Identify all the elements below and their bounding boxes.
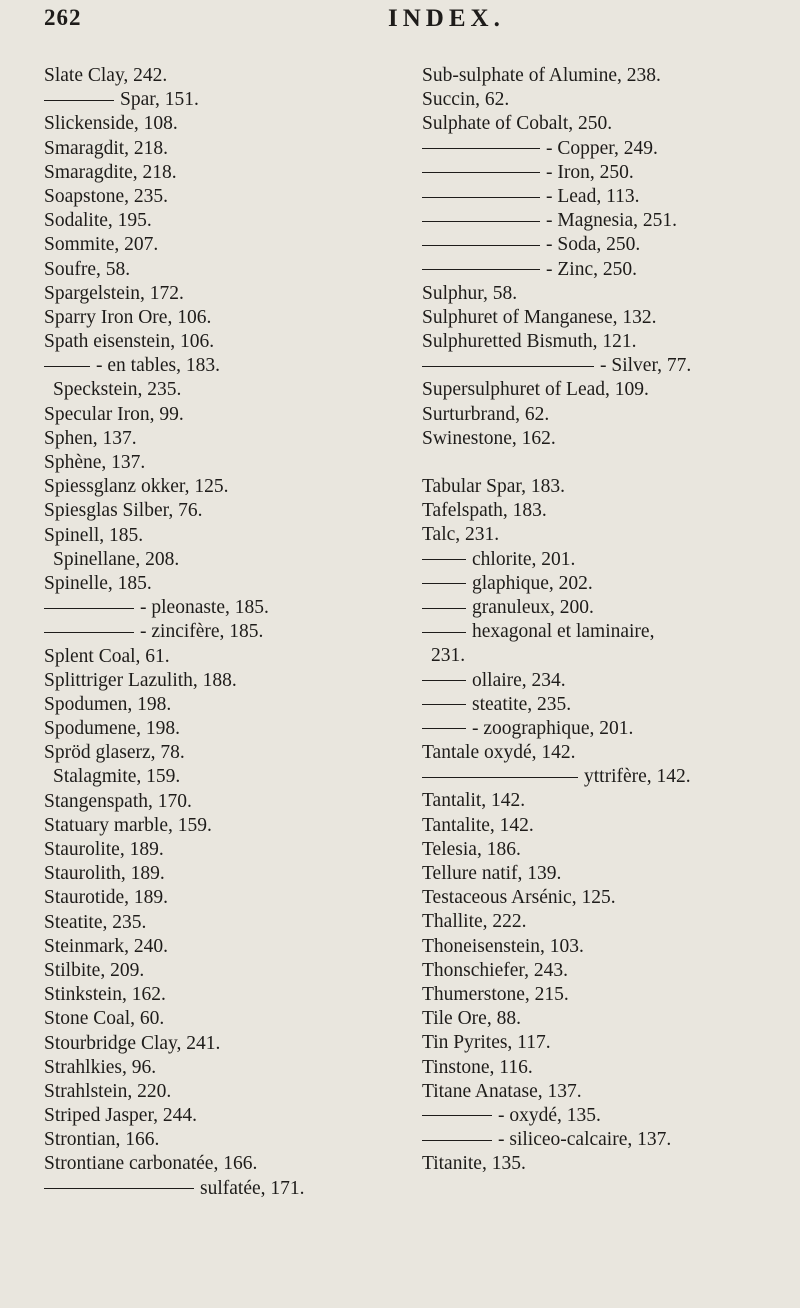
index-entry-text: Splent Coal, 61. [44, 645, 170, 667]
page-header [0, 0, 800, 60]
ditto-rule [422, 680, 466, 681]
index-entry [44, 1128, 404, 1152]
index-entry [422, 306, 782, 330]
index-entry-text: - Magnesia, 251. [546, 210, 678, 232]
index-entry [44, 1177, 404, 1201]
index-entry [44, 1152, 404, 1176]
index-entry-text: - pleonaste, 185. [140, 597, 269, 619]
ditto-rule [44, 366, 90, 367]
index-entry-text: Stangenspath, 170. [44, 790, 192, 812]
index-entry-text: Stalagmite, 159. [53, 766, 181, 788]
index-entry [44, 1104, 404, 1128]
ditto-rule [422, 172, 540, 173]
index-entry-text: Specular Iron, 99. [44, 403, 184, 425]
index-entry [44, 258, 404, 282]
index-entry-text: Tile Ore, 88. [422, 1008, 521, 1030]
index-entry-text: yttrifère, 142. [584, 766, 691, 788]
ditto-rule [44, 100, 114, 101]
index-entry-text: Sub-sulphate of Alumine, 238. [422, 65, 661, 86]
index-entry-text: Supersulphuret of Lead, 109. [422, 379, 649, 401]
index-entry-text: Spiesglas Silber, 76. [44, 500, 203, 522]
index-entry-text: Succin, 62. [422, 89, 510, 111]
index-entry-text: Titanite, 135. [422, 1153, 526, 1175]
index-entry-text: Spiessglanz okker, 125. [44, 476, 229, 498]
index-entry-text: Statuary marble, 159. [44, 814, 212, 836]
index-entry-text: Sphen, 137. [44, 427, 137, 449]
index-entry [44, 596, 404, 620]
index-entry [44, 765, 404, 789]
index-entry-text: - oxydé, 135. [498, 1104, 601, 1126]
index-entry-text: Spargelstein, 172. [44, 282, 184, 304]
ditto-rule [422, 269, 540, 270]
index-entry-text: - Silver, 77. [600, 355, 692, 377]
index-entry-text: steatite, 235. [472, 693, 572, 715]
page-number: 262 [44, 5, 82, 30]
index-entry-text: Sodalite, 195. [44, 210, 152, 232]
index-entry-text: Staurolith, 189. [44, 863, 165, 885]
index-entry [44, 403, 404, 427]
index-entry-text: - Copper, 249. [546, 137, 658, 159]
index-entry [44, 1032, 404, 1056]
index-entry [44, 1080, 404, 1104]
index-column-left [44, 64, 404, 1201]
index-entry [44, 185, 404, 209]
index-entry-text: Tafelspath, 183. [422, 500, 547, 522]
index-entry [422, 959, 782, 983]
index-entry-text: - Soda, 250. [546, 234, 641, 256]
index-entry-text: Sulphur, 58. [422, 282, 518, 304]
index-entry [422, 1031, 782, 1055]
index-entry-text: Smaragdite, 218. [44, 161, 177, 183]
index-entry-text: Soapstone, 235. [44, 185, 169, 207]
index-entry [422, 886, 782, 910]
index-entry [422, 330, 782, 354]
index-entry-text: Splittriger Lazulith, 188. [44, 669, 237, 691]
index-entry [422, 1007, 782, 1031]
ditto-rule [44, 608, 134, 609]
index-entry-text: Tabular Spar, 183. [422, 476, 565, 497]
index-entry-text: - Iron, 250. [546, 161, 634, 183]
index-entry [44, 838, 404, 862]
index-entry-text: chlorite, 201. [472, 548, 576, 570]
index-entry-text: Surturbrand, 62. [422, 403, 550, 425]
index-entry-text: Sulphuretted Bismuth, 121. [422, 331, 637, 353]
index-entry-text: Spröd glaserz, 78. [44, 742, 185, 764]
index-entry [44, 88, 404, 112]
index-entry [44, 427, 404, 451]
index-entry-text: Sulphate of Cobalt, 250. [422, 113, 613, 135]
ditto-rule [422, 608, 466, 609]
ditto-rule [422, 245, 540, 246]
index-entry-text: Spinell, 185. [44, 524, 144, 546]
index-entry-text: Telesia, 186. [422, 838, 521, 860]
index-entry-text: Talc, 231. [422, 524, 500, 546]
ditto-rule [422, 777, 578, 778]
index-entry [422, 282, 782, 306]
index-entry-text: Tantalit, 142. [422, 790, 526, 812]
index-entry [422, 669, 782, 693]
ditto-rule [44, 632, 134, 633]
index-entry [422, 1080, 782, 1104]
index-entry [44, 935, 404, 959]
index-entry-text: sulfatée, 171. [200, 1177, 305, 1199]
index-entry-text: Staurotide, 189. [44, 887, 169, 909]
index-entry [44, 499, 404, 523]
ditto-rule [422, 1115, 492, 1116]
ditto-rule [422, 559, 466, 560]
index-entry [422, 717, 782, 741]
index-entry [422, 838, 782, 862]
index-entry [422, 354, 782, 378]
index-entry-text: Tantalite, 142. [422, 814, 534, 836]
index-entry [422, 572, 782, 596]
index-entry [422, 789, 782, 813]
index-entry [44, 548, 404, 572]
index-entry-text: - zoographique, 201. [472, 717, 634, 739]
index-entry [44, 886, 404, 910]
index-entry [422, 403, 782, 427]
index-entry [422, 475, 782, 499]
index-entry-text: 231. [431, 645, 466, 667]
index-entry [44, 959, 404, 983]
index-entry [44, 282, 404, 306]
index-entry [44, 378, 404, 402]
ditto-rule [422, 148, 540, 149]
ditto-rule [422, 583, 466, 584]
index-entry-text: Tinstone, 116. [422, 1056, 533, 1078]
index-entry-text: Thumerstone, 215. [422, 983, 569, 1005]
index-entry-text: Spar, 151. [120, 89, 199, 111]
index-entry [422, 693, 782, 717]
index-entry [44, 161, 404, 185]
index-entry [422, 910, 782, 934]
index-entry [422, 741, 782, 765]
index-entry [422, 499, 782, 523]
index-entry-text: Steinmark, 240. [44, 935, 169, 957]
index-entry-text: Slate Clay, 242. [44, 65, 168, 86]
index-entry-text: Titane Anatase, 137. [422, 1080, 582, 1102]
index-entry [44, 741, 404, 765]
index-entry [422, 1104, 782, 1128]
index-entry-text: - en tables, 183. [96, 355, 221, 377]
index-entry [44, 620, 404, 644]
index-entry [44, 1007, 404, 1031]
index-entry [422, 64, 782, 88]
index-entry [44, 983, 404, 1007]
index-entry [422, 137, 782, 161]
index-entry-text: Spodumen, 198. [44, 693, 172, 715]
index-entry [44, 330, 404, 354]
index-entry [422, 378, 782, 402]
index-entry [44, 669, 404, 693]
index-entry [422, 233, 782, 257]
index-entry-text: Spinelle, 185. [44, 572, 152, 594]
index-entry [422, 1152, 782, 1176]
index-entry-text: Tellure natif, 139. [422, 863, 562, 884]
index-entry [44, 645, 404, 669]
ditto-rule [422, 632, 466, 633]
index-entry-text: Spodumene, 198. [44, 718, 180, 740]
index-entry-text: Staurolite, 189. [44, 839, 164, 860]
index-entry [44, 814, 404, 838]
index-entry-text: Tin Pyrites, 117. [422, 1032, 551, 1054]
index-entry-text: Slickenside, 108. [44, 113, 178, 135]
index-entry [422, 935, 782, 959]
running-title: INDEX. [388, 5, 505, 32]
index-column-right [422, 64, 782, 1176]
ditto-rule [422, 221, 540, 222]
index-entry-text: Speckstein, 235. [53, 379, 182, 401]
index-entry [422, 548, 782, 572]
index-entry [44, 524, 404, 548]
index-entry [422, 88, 782, 112]
index-entry-text: Stourbridge Clay, 241. [44, 1032, 221, 1054]
index-entry-text: glaphique, 202. [472, 572, 593, 594]
index-entry-text: granuleux, 200. [472, 596, 594, 618]
index-entry-text: ollaire, 234. [472, 669, 566, 691]
index-entry [422, 983, 782, 1007]
index-entry [44, 693, 404, 717]
index-entry [44, 572, 404, 596]
index-entry [44, 1056, 404, 1080]
index-entry-text: Stilbite, 209. [44, 959, 145, 981]
index-entry [422, 814, 782, 838]
index-entry [422, 862, 782, 886]
index-entry-text: Strahlstein, 220. [44, 1080, 172, 1102]
index-entry-text: Smaragdit, 218. [44, 137, 169, 159]
index-entry-text: Sulphuret of Manganese, 132. [422, 306, 657, 328]
index-entry [422, 258, 782, 282]
index-entry-text: Testaceous Arsénic, 125. [422, 887, 616, 909]
index-entry [422, 596, 782, 620]
index-entry [44, 64, 404, 88]
index-entry-text: - Zinc, 250. [546, 258, 637, 280]
index-entry-text: - zincifère, 185. [140, 621, 264, 643]
ditto-rule [422, 197, 540, 198]
index-entry [422, 161, 782, 185]
ditto-rule [422, 728, 466, 729]
index-entry [44, 790, 404, 814]
ditto-rule [422, 704, 466, 705]
index-entry [422, 620, 782, 644]
index-entry [422, 765, 782, 789]
index-entry [44, 862, 404, 886]
ditto-rule [44, 1188, 194, 1189]
index-entry [44, 911, 404, 935]
index-entry [44, 209, 404, 233]
index-entry-text: - Lead, 113. [546, 185, 640, 207]
index-entry-text: Soufre, 58. [44, 258, 131, 280]
index-entry-text: Sphène, 137. [44, 452, 146, 473]
index-entry [422, 1128, 782, 1152]
index-entry-text: Spinellane, 208. [53, 548, 180, 570]
index-entry [44, 354, 404, 378]
index-entry-text: Tantale oxydé, 142. [422, 742, 576, 764]
index-entry-text: - siliceo-calcaire, 137. [498, 1129, 672, 1151]
index-entry-text: Thonschiefer, 243. [422, 959, 568, 981]
index-entry [422, 427, 782, 451]
index-entry [422, 112, 782, 136]
index-entry-text: Thallite, 222. [422, 911, 527, 933]
index-entry [422, 185, 782, 209]
index-entry-text: Strontian, 166. [44, 1129, 160, 1151]
index-entry-text: Stinkstein, 162. [44, 984, 166, 1006]
index-entry [422, 644, 782, 668]
index-entry [44, 451, 404, 475]
index-entry-text: Sparry Iron Ore, 106. [44, 306, 212, 328]
index-entry-text: Strontiane carbonatée, 166. [44, 1153, 258, 1175]
index-entry [44, 717, 404, 741]
index-entry-text: Steatite, 235. [44, 911, 147, 933]
index-entry [422, 1056, 782, 1080]
index-entry [422, 523, 782, 547]
ditto-rule [422, 366, 594, 367]
index-entry-text: Stone Coal, 60. [44, 1008, 165, 1030]
index-entry-text: Sommite, 207. [44, 234, 159, 256]
index-entry-text: hexagonal et laminaire, [472, 621, 655, 643]
index-entry-text: Swinestone, 162. [422, 427, 556, 449]
index-entry [44, 306, 404, 330]
index-entry-text: Thoneisenstein, 103. [422, 935, 584, 957]
index-entry-text: Spath eisenstein, 106. [44, 331, 215, 353]
index-entry [44, 112, 404, 136]
index-entry-text: Striped Jasper, 244. [44, 1105, 198, 1127]
index-entry [422, 209, 782, 233]
index-entry [44, 475, 404, 499]
index-entry [44, 137, 404, 161]
index-entry [44, 233, 404, 257]
index-entry-text: Strahlkies, 96. [44, 1056, 157, 1078]
ditto-rule [422, 1140, 492, 1141]
